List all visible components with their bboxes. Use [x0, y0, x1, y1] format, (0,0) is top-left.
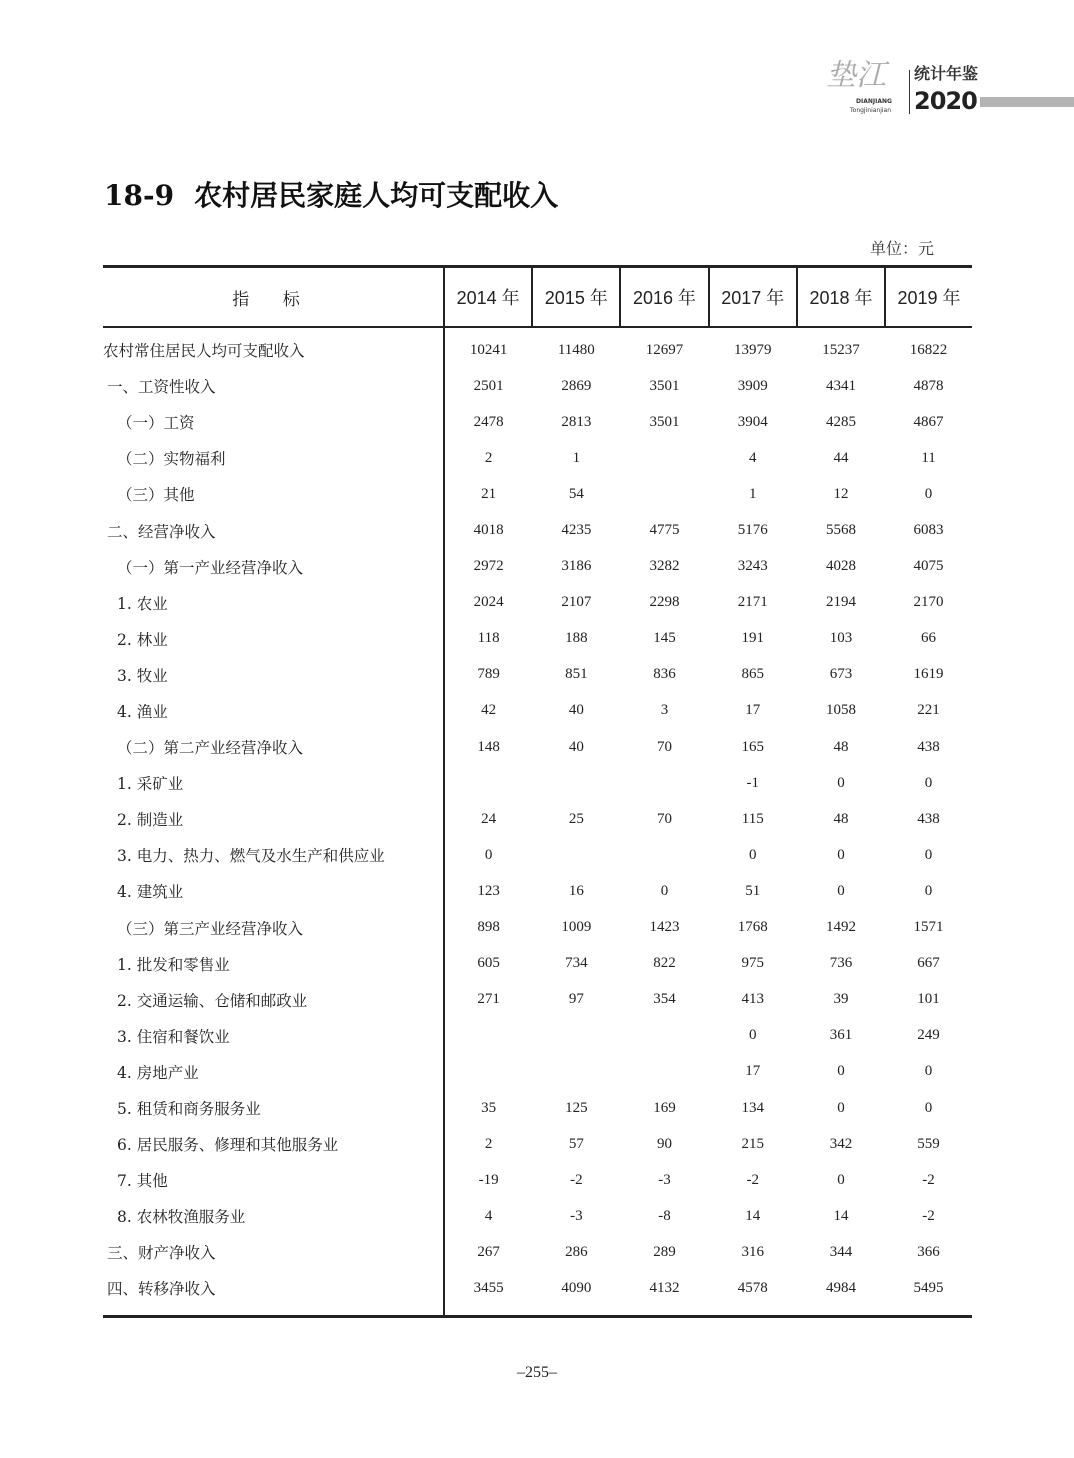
cell-value: 2478 — [473, 413, 504, 430]
cell-value: 3282 — [649, 558, 680, 575]
row-label: 2. 交通运输、仓储和邮政业 — [103, 982, 444, 1018]
cell-value: 3904 — [737, 413, 768, 430]
cell-value: 836 — [653, 666, 676, 683]
cell-value: 4018 — [473, 522, 504, 539]
cell-value: 115 — [741, 810, 764, 827]
cell-value: -8 — [658, 1207, 671, 1224]
cell-value: 1492 — [825, 919, 856, 936]
cell-value — [620, 837, 708, 873]
row-label: 4. 建筑业 — [103, 873, 444, 909]
table-row — [103, 765, 972, 801]
table-row — [103, 657, 972, 693]
table-row — [103, 1234, 972, 1270]
cell-value: 975 — [741, 955, 765, 972]
cell-value: 3186 — [561, 558, 592, 575]
table-row — [103, 1126, 972, 1162]
cell-value: 148 — [477, 738, 500, 755]
table-row — [103, 946, 972, 982]
table-row — [103, 837, 972, 873]
cell-value: 2 — [484, 1135, 493, 1152]
cell-value: 2501 — [473, 377, 504, 394]
row-label: 1. 农业 — [103, 585, 444, 621]
table-row — [103, 440, 972, 476]
cell-value: 48 — [833, 738, 849, 755]
cell-value: 4867 — [913, 413, 944, 430]
cell-value: 3243 — [737, 558, 768, 575]
cell-value: 3909 — [737, 377, 768, 394]
cell-value: 5495 — [885, 1270, 972, 1316]
row-label: 3. 牧业 — [103, 657, 444, 693]
cell-value: 4028 — [825, 558, 856, 575]
cell-value: 822 — [653, 955, 676, 972]
cell-value: 125 — [565, 1099, 588, 1116]
table-row — [103, 512, 972, 548]
cell-value: 0 — [837, 882, 845, 899]
page-title — [104, 174, 558, 214]
cell-value: 1058 — [825, 702, 856, 719]
table-row — [103, 1054, 972, 1090]
cell-value: 188 — [565, 630, 588, 647]
row-label: （三）其他 — [103, 476, 444, 512]
table-row — [103, 476, 972, 512]
cell-value: 1009 — [561, 919, 592, 936]
cell-value: 4984 — [797, 1270, 885, 1316]
cell-value: 0 — [837, 1099, 845, 1116]
table-row — [103, 585, 972, 621]
row-label: 一、工资性收入 — [103, 368, 444, 404]
table-header-row — [103, 267, 972, 328]
cell-value: 11 — [921, 449, 936, 466]
cell-value: 559 — [917, 1135, 940, 1152]
cell-value: 14 — [745, 1207, 761, 1224]
cell-value: 2107 — [561, 594, 592, 611]
row-label: 农村常住居民人均可支配收入 — [103, 327, 444, 368]
row-label: （三）第三产业经营净收入 — [103, 910, 444, 946]
row-label: 2. 制造业 — [103, 801, 444, 837]
cell-value: 191 — [741, 630, 765, 647]
table-row — [103, 404, 972, 440]
cell-value: 0 — [924, 882, 933, 899]
cell-value: 0 — [924, 846, 933, 863]
cell-value — [532, 837, 620, 873]
cell-value — [620, 440, 708, 476]
cell-value: -2 — [746, 1171, 760, 1188]
cell-value: 0 — [924, 485, 933, 502]
cell-value: 35 — [481, 1099, 497, 1116]
cell-value: 103 — [829, 630, 853, 647]
table-row — [103, 1018, 972, 1054]
cell-value: 0 — [837, 1063, 845, 1080]
cell-value: 4775 — [649, 522, 680, 539]
column-header-indicator: 指 标 — [103, 267, 444, 328]
table-row — [103, 801, 972, 837]
cell-value: 673 — [829, 666, 853, 683]
cell-value: 10241 — [469, 341, 508, 358]
cell-value: 15237 — [822, 341, 860, 358]
row-label: 5. 租赁和商务服务业 — [103, 1090, 444, 1126]
row-label: 2. 林业 — [103, 621, 444, 657]
cell-value: 605 — [477, 955, 500, 972]
cell-value: 0 — [924, 774, 933, 791]
table-row — [103, 910, 972, 946]
cell-value: 361 — [829, 1027, 853, 1044]
table-row — [103, 368, 972, 404]
cell-value: 1619 — [913, 666, 944, 683]
row-label: 4. 渔业 — [103, 693, 444, 729]
cell-value: 16 — [568, 882, 584, 899]
cell-value: 123 — [477, 882, 500, 899]
cell-value: 44 — [833, 449, 849, 466]
logo-year: 2020 — [914, 87, 977, 115]
cell-value: 24 — [481, 810, 497, 827]
column-header-year: 2019 年 — [885, 267, 972, 328]
cell-value: 354 — [653, 991, 676, 1008]
cell-value: 1 — [749, 485, 757, 502]
cell-value — [444, 765, 532, 801]
cell-value: 267 — [477, 1243, 500, 1260]
cell-value: 118 — [477, 630, 500, 647]
table-row — [103, 327, 972, 368]
cell-value: 40 — [568, 738, 584, 755]
cell-value: 667 — [917, 955, 940, 972]
cell-value: 2194 — [825, 594, 856, 611]
cell-value: 54 — [568, 485, 584, 502]
cell-value — [620, 476, 708, 512]
row-label: 3. 住宿和餐饮业 — [103, 1018, 444, 1054]
cell-value: 17 — [745, 1063, 761, 1080]
cell-value: 3501 — [649, 377, 680, 394]
row-label: （一）第一产业经营净收入 — [103, 549, 444, 585]
cell-value: 5176 — [737, 522, 768, 539]
cell-value: 316 — [741, 1243, 765, 1260]
column-header-year: 2016 年 — [620, 267, 708, 328]
cell-value: 90 — [657, 1135, 673, 1152]
cell-value: -1 — [746, 774, 760, 791]
cell-value: 438 — [917, 738, 940, 755]
cell-value: 289 — [653, 1243, 676, 1260]
cell-value: -2 — [922, 1171, 935, 1188]
cell-value: 0 — [924, 1063, 933, 1080]
page-number: –255– — [517, 1364, 557, 1381]
cell-value: 0 — [749, 1027, 757, 1044]
cell-value: 4132 — [620, 1270, 708, 1316]
cell-value: 271 — [477, 991, 500, 1008]
cell-value: 16822 — [909, 341, 948, 358]
table-row — [103, 1270, 972, 1316]
cell-value: 736 — [829, 955, 853, 972]
cell-value: 2813 — [561, 413, 592, 430]
cell-value — [444, 1054, 532, 1090]
cell-value: 169 — [653, 1099, 676, 1116]
row-label: 4. 房地产业 — [103, 1054, 444, 1090]
table-row — [103, 693, 972, 729]
row-label: （一）工资 — [103, 404, 444, 440]
row-label: 二、经营净收入 — [103, 512, 444, 548]
cell-value: 344 — [829, 1243, 853, 1260]
cell-value: 1768 — [737, 919, 768, 936]
table-row — [103, 621, 972, 657]
cell-value: 4878 — [913, 377, 944, 394]
cell-value: 13979 — [734, 341, 772, 358]
income-table — [103, 265, 972, 1318]
cell-value: 851 — [565, 666, 588, 683]
cell-value — [444, 1018, 532, 1054]
cell-value — [532, 1018, 620, 1054]
cell-value: 39 — [833, 991, 849, 1008]
cell-value: 134 — [741, 1099, 765, 1116]
cell-value: 42 — [481, 702, 497, 719]
cell-value: 66 — [921, 630, 937, 647]
cell-value: 40 — [568, 702, 584, 719]
logo-calligraphy: 垫江 — [826, 58, 886, 93]
cell-value: 2024 — [473, 594, 504, 611]
logo-pinyin: DIANJIANG — [856, 98, 892, 105]
cell-value — [532, 1054, 620, 1090]
cell-value: 14 — [833, 1207, 849, 1224]
table-number: 18-9 — [104, 179, 175, 212]
cell-value: 51 — [745, 882, 761, 899]
cell-value: 1423 — [649, 919, 680, 936]
row-label: 8. 农林牧渔服务业 — [103, 1198, 444, 1234]
cell-value: 0 — [837, 846, 845, 863]
cell-value: 3501 — [649, 413, 680, 430]
row-label: 7. 其他 — [103, 1162, 444, 1198]
cell-value: 6083 — [913, 522, 944, 539]
cell-value: 101 — [917, 991, 940, 1008]
cell-value: 4341 — [825, 377, 856, 394]
row-label: 三、财产净收入 — [103, 1234, 444, 1270]
row-label: 四、转移净收入 — [103, 1270, 444, 1316]
row-label: 1. 批发和零售业 — [103, 946, 444, 982]
cell-value: 17 — [745, 702, 761, 719]
cell-value: 4075 — [913, 558, 944, 575]
cell-value: 342 — [829, 1135, 853, 1152]
cell-value: 70 — [657, 738, 673, 755]
table-row — [103, 873, 972, 909]
cell-value: 734 — [565, 955, 588, 972]
row-label: 1. 采矿业 — [103, 765, 444, 801]
unit-label: 单位：元 — [870, 239, 935, 258]
logo-divider — [909, 70, 910, 114]
cell-value: 5568 — [825, 522, 856, 539]
cell-value: 145 — [653, 630, 676, 647]
cell-value: 4285 — [825, 413, 856, 430]
cell-value: 2170 — [913, 594, 944, 611]
cell-value: 4 — [749, 449, 757, 466]
table-row — [103, 729, 972, 765]
cell-value: 438 — [917, 810, 940, 827]
table-row — [103, 1090, 972, 1126]
cell-value: 2972 — [473, 558, 504, 575]
column-header-year: 2018 年 — [797, 267, 885, 328]
header-bar — [980, 97, 1074, 107]
yearbook-logo — [826, 58, 986, 122]
table-row — [103, 1162, 972, 1198]
row-label: （二）实物福利 — [103, 440, 444, 476]
cell-value: 789 — [477, 666, 500, 683]
cell-value: -19 — [478, 1171, 499, 1188]
cell-value: 0 — [484, 846, 493, 863]
cell-value: 0 — [837, 1171, 845, 1188]
column-header-year: 2015 年 — [532, 267, 620, 328]
cell-value: 57 — [568, 1135, 584, 1152]
cell-value: 898 — [477, 919, 500, 936]
cell-value: 165 — [741, 738, 765, 755]
cell-value: 11480 — [557, 341, 595, 358]
cell-value: 12 — [833, 485, 849, 502]
cell-value: 4235 — [561, 522, 592, 539]
cell-value: 0 — [924, 1099, 933, 1116]
cell-value — [620, 1054, 708, 1090]
cell-value: 48 — [833, 810, 849, 827]
cell-value: 2171 — [737, 594, 768, 611]
cell-value: 0 — [749, 846, 757, 863]
cell-value: 4 — [484, 1207, 493, 1224]
cell-value: 0 — [660, 882, 669, 899]
cell-value: 0 — [837, 774, 845, 791]
cell-value: 70 — [657, 810, 673, 827]
row-label: 3. 电力、热力、燃气及水生产和供应业 — [103, 837, 444, 873]
cell-value: 97 — [568, 991, 584, 1008]
cell-value: 12697 — [645, 341, 684, 358]
cell-value: -3 — [658, 1171, 671, 1188]
cell-value: 1571 — [913, 919, 944, 936]
logo-pinyin-sub: Tongjinianjian — [850, 107, 892, 114]
cell-value: 413 — [741, 991, 765, 1008]
cell-value — [620, 765, 708, 801]
cell-value: 21 — [481, 485, 497, 502]
column-header-year: 2017 年 — [709, 267, 797, 328]
cell-value: 249 — [917, 1027, 940, 1044]
cell-value: 221 — [917, 702, 940, 719]
cell-value: 3 — [660, 702, 669, 719]
cell-value: 4578 — [709, 1270, 797, 1316]
cell-value: 215 — [741, 1135, 765, 1152]
column-header-year: 2014 年 — [444, 267, 532, 328]
table-row — [103, 549, 972, 585]
cell-value: -2 — [570, 1171, 583, 1188]
cell-value: 1 — [572, 449, 581, 466]
cell-value: 2298 — [649, 594, 680, 611]
cell-value: 3455 — [444, 1270, 532, 1316]
cell-value: -3 — [570, 1207, 583, 1224]
row-label: （二）第二产业经营净收入 — [103, 729, 444, 765]
cell-value: 865 — [741, 666, 765, 683]
cell-value: 4090 — [532, 1270, 620, 1316]
logo-text: 统计年鉴 — [914, 64, 979, 83]
row-label: 6. 居民服务、修理和其他服务业 — [103, 1126, 444, 1162]
cell-value: 2869 — [561, 377, 592, 394]
cell-value — [532, 765, 620, 801]
cell-value: 286 — [565, 1243, 588, 1260]
cell-value: 366 — [917, 1243, 940, 1260]
table-row — [103, 1198, 972, 1234]
cell-value: 25 — [568, 810, 584, 827]
cell-value: 2 — [484, 449, 493, 466]
table-row — [103, 982, 972, 1018]
cell-value — [620, 1018, 708, 1054]
table-title: 农村居民家庭人均可支配收入 — [194, 179, 559, 212]
cell-value: -2 — [922, 1207, 935, 1224]
